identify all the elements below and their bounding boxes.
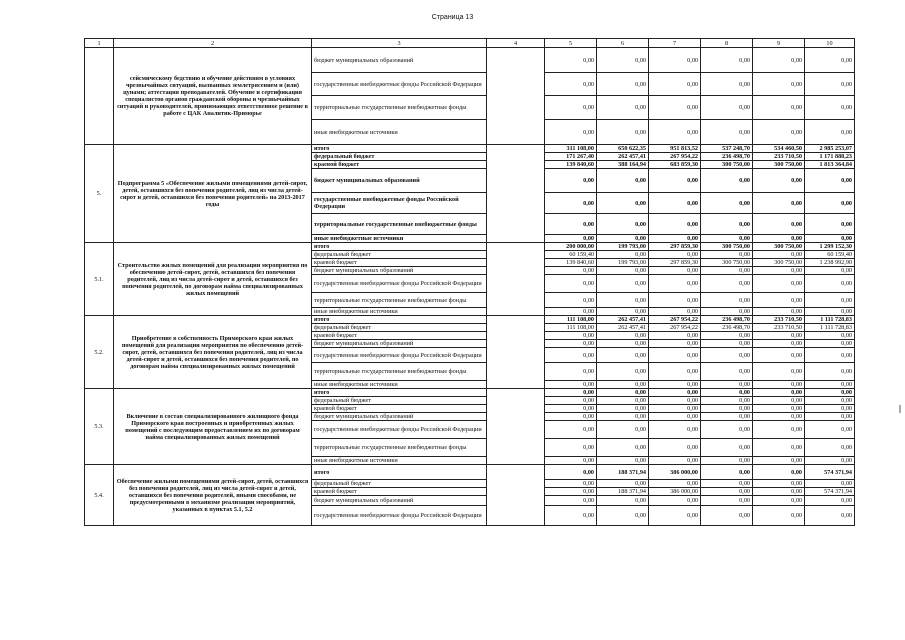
funding-source: иные внебюджетные источники [312, 120, 487, 145]
amount-cell: 0,00 [649, 421, 701, 439]
amount-cell: 0,00 [701, 439, 753, 457]
amount-cell: 0,00 [649, 332, 701, 340]
amount-cell: 0,00 [545, 235, 597, 243]
amount-cell: 297 859,30 [649, 259, 701, 267]
amount-cell: 0,00 [649, 96, 701, 120]
funding-source: итого [312, 145, 487, 153]
amount-cell: 0,00 [701, 405, 753, 413]
amount-cell: 1 299 152,30 [805, 243, 855, 251]
column-header: 3 [312, 39, 487, 48]
budget-table [84, 38, 855, 526]
funding-source: краевой бюджет [312, 405, 487, 413]
amount-cell: 0,00 [545, 293, 597, 308]
funding-source: государственные внебюджетные фонды Российской Федерации [312, 275, 487, 293]
amount-cell: 0,00 [701, 48, 753, 73]
amount-cell: 139 840,60 [545, 259, 597, 267]
amount-cell: 0,00 [545, 457, 597, 465]
amount-cell: 0,00 [545, 488, 597, 496]
amount-cell: 0,00 [597, 193, 649, 214]
funding-source: федеральный бюджет [312, 397, 487, 405]
amount-cell: 0,00 [545, 308, 597, 316]
amount-cell: 0,00 [545, 275, 597, 293]
amount-cell: 0,00 [753, 293, 805, 308]
amount-cell: 0,00 [545, 73, 597, 96]
amount-cell: 0,00 [597, 421, 649, 439]
amount-cell: 188 371,94 [597, 465, 649, 480]
amount-cell: 0,00 [701, 275, 753, 293]
amount-cell: 1 111 728,83 [805, 316, 855, 324]
column-header: 8 [701, 39, 753, 48]
table-row [85, 48, 855, 73]
funding-source: государственные внебюджетные фонды Российской Федерации [312, 348, 487, 363]
amount-cell: 0,00 [805, 381, 855, 389]
funding-source: краевой бюджет [312, 488, 487, 496]
amount-cell: 0,00 [805, 363, 855, 381]
amount-cell: 188 371,94 [597, 488, 649, 496]
amount-cell: 0,00 [701, 496, 753, 506]
amount-cell: 574 371,94 [805, 465, 855, 480]
funding-source: территориальные государственные внебюджетные фонды [312, 363, 487, 381]
amount-cell: 0,00 [597, 381, 649, 389]
amount-cell: 0,00 [753, 381, 805, 389]
column-header: 6 [597, 39, 649, 48]
amount-cell: 0,00 [649, 480, 701, 488]
amount-cell: 311 108,00 [545, 145, 597, 153]
amount-cell: 0,00 [701, 235, 753, 243]
amount-cell: 0,00 [597, 348, 649, 363]
amount-cell: 0,00 [597, 457, 649, 465]
amount-cell: 0,00 [753, 405, 805, 413]
funding-source: краевой бюджет [312, 332, 487, 340]
amount-cell: 0,00 [597, 405, 649, 413]
amount-cell: 0,00 [545, 413, 597, 421]
amount-cell: 233 710,50 [753, 316, 805, 324]
funding-source: итого [312, 389, 487, 397]
column-header: 9 [753, 39, 805, 48]
amount-cell: 0,00 [649, 251, 701, 259]
amount-cell: 0,00 [805, 214, 855, 235]
column-4-cell [487, 465, 545, 526]
amount-cell: 2 985 253,07 [805, 145, 855, 153]
amount-cell: 0,00 [701, 214, 753, 235]
amount-cell: 300 750,00 [753, 161, 805, 169]
column-4-cell [487, 48, 545, 145]
amount-cell: 262 457,41 [597, 324, 649, 332]
item-code: 5.4. [85, 465, 114, 526]
amount-cell: 0,00 [545, 496, 597, 506]
amount-cell: 0,00 [597, 267, 649, 275]
amount-cell: 300 750,00 [701, 259, 753, 267]
amount-cell: 1 813 364,84 [805, 161, 855, 169]
amount-cell: 0,00 [753, 480, 805, 488]
item-name: сейсмическому бедствию и обучение действиям в условиях чрезвычайных ситуаций, вызванных землетрясением и (или) цунами; аттестация преподавателей. Обучение и сертификация специалистов органов гражданской обороны и чрезвычайных ситуаций и руководителей, принимающих ответственное решение в работе с ЦАК Аналитик-Приморье [114, 48, 312, 145]
amount-cell: 139 840,60 [545, 161, 597, 169]
amount-cell: 0,00 [753, 457, 805, 465]
amount-cell: 0,00 [649, 214, 701, 235]
amount-cell: 0,00 [805, 73, 855, 96]
funding-source: федеральный бюджет [312, 324, 487, 332]
amount-cell: 60 159,40 [545, 251, 597, 259]
amount-cell: 0,00 [701, 267, 753, 275]
amount-cell: 0,00 [753, 120, 805, 145]
amount-cell: 0,00 [753, 267, 805, 275]
amount-cell: 951 813,52 [649, 145, 701, 153]
amount-cell: 0,00 [597, 275, 649, 293]
funding-source: территориальные государственные внебюджетные фонды [312, 439, 487, 457]
amount-cell: 0,00 [649, 73, 701, 96]
amount-cell: 0,00 [545, 193, 597, 214]
amount-cell: 0,00 [545, 465, 597, 480]
amount-cell: 0,00 [545, 214, 597, 235]
amount-cell: 0,00 [753, 465, 805, 480]
amount-cell: 0,00 [545, 506, 597, 526]
amount-cell: 0,00 [753, 169, 805, 193]
amount-cell: 0,00 [753, 389, 805, 397]
amount-cell: 111 108,00 [545, 316, 597, 324]
amount-cell: 0,00 [753, 397, 805, 405]
column-4-cell [487, 145, 545, 243]
item-name: Подпрограмма 5 «Обеспечение жилыми помещениями детей-сирот, детей, оставшихся без попечения родителей, лиц из числа детей-сирот и детей, оставшихся без попечения родителей» на 2013-2017 годы [114, 145, 312, 243]
amount-cell: 0,00 [597, 308, 649, 316]
amount-cell: 0,00 [805, 267, 855, 275]
amount-cell: 0,00 [701, 488, 753, 496]
amount-cell: 0,00 [649, 235, 701, 243]
funding-source: итого [312, 465, 487, 480]
amount-cell: 0,00 [649, 340, 701, 348]
amount-cell: 0,00 [545, 480, 597, 488]
amount-cell: 0,00 [701, 96, 753, 120]
amount-cell: 0,00 [701, 465, 753, 480]
column-4-cell [487, 389, 545, 465]
amount-cell: 0,00 [649, 439, 701, 457]
funding-source: бюджет муниципальных образований [312, 48, 487, 73]
amount-cell: 0,00 [805, 480, 855, 488]
amount-cell: 0,00 [701, 73, 753, 96]
amount-cell: 0,00 [701, 413, 753, 421]
amount-cell: 0,00 [597, 169, 649, 193]
amount-cell: 0,00 [753, 214, 805, 235]
amount-cell: 0,00 [753, 73, 805, 96]
amount-cell: 0,00 [545, 120, 597, 145]
funding-source: государственные внебюджетные фонды Российской Федерации [312, 193, 487, 214]
amount-cell: 0,00 [805, 235, 855, 243]
amount-cell: 0,00 [597, 340, 649, 348]
amount-cell: 0,00 [649, 275, 701, 293]
column-header: 1 [85, 39, 114, 48]
amount-cell: 0,00 [597, 235, 649, 243]
amount-cell: 0,00 [701, 348, 753, 363]
amount-cell: 0,00 [805, 496, 855, 506]
amount-cell: 0,00 [701, 340, 753, 348]
amount-cell: 0,00 [753, 251, 805, 259]
column-4-cell [487, 316, 545, 389]
amount-cell: 0,00 [701, 169, 753, 193]
amount-cell: 262 457,41 [597, 153, 649, 161]
amount-cell: 0,00 [753, 193, 805, 214]
amount-cell: 0,00 [753, 235, 805, 243]
amount-cell: 0,00 [805, 193, 855, 214]
amount-cell: 0,00 [701, 308, 753, 316]
amount-cell: 0,00 [597, 363, 649, 381]
column-4-cell [487, 243, 545, 316]
amount-cell: 0,00 [805, 169, 855, 193]
amount-cell: 0,00 [597, 73, 649, 96]
amount-cell: 0,00 [545, 348, 597, 363]
amount-cell: 200 000,00 [545, 243, 597, 251]
amount-cell: 300 750,00 [701, 161, 753, 169]
funding-source: федеральный бюджет [312, 480, 487, 488]
amount-cell: 0,00 [597, 389, 649, 397]
amount-cell: 0,00 [649, 169, 701, 193]
amount-cell: 0,00 [545, 340, 597, 348]
amount-cell: 0,00 [701, 397, 753, 405]
amount-cell: 0,00 [649, 293, 701, 308]
amount-cell: 0,00 [597, 439, 649, 457]
item-name: Приобретение в собственность Приморского края жилых помещений для реализации мероприятия по обеспечению детей-сирот, детей, оставшихся без попечения родителей, лиц из числа детей-сирот и детей, оставшихся без попечения родителей, по договорам найма специализированных жилых помещений [114, 316, 312, 389]
amount-cell: 233 710,50 [753, 153, 805, 161]
amount-cell: 0,00 [701, 120, 753, 145]
amount-cell: 1 171 888,23 [805, 153, 855, 161]
amount-cell: 0,00 [805, 506, 855, 526]
amount-cell: 0,00 [805, 293, 855, 308]
amount-cell: 0,00 [649, 48, 701, 73]
amount-cell: 0,00 [805, 413, 855, 421]
amount-cell: 236 498,70 [701, 316, 753, 324]
funding-source: бюджет муниципальных образований [312, 267, 487, 275]
amount-cell: 0,00 [701, 251, 753, 259]
funding-source: федеральный бюджет [312, 251, 487, 259]
amount-cell: 0,00 [545, 381, 597, 389]
table-row [85, 243, 855, 251]
amount-cell: 267 954,22 [649, 316, 701, 324]
amount-cell: 0,00 [597, 120, 649, 145]
amount-cell: 0,00 [649, 381, 701, 389]
item-code: 5.2. [85, 316, 114, 389]
amount-cell: 0,00 [753, 332, 805, 340]
funding-source: территориальные государственные внебюджетные фонды [312, 293, 487, 308]
funding-source: иные внебюджетные источники [312, 235, 487, 243]
amount-cell: 574 371,94 [805, 488, 855, 496]
amount-cell: 0,00 [597, 480, 649, 488]
funding-source: иные внебюджетные источники [312, 381, 487, 389]
amount-cell: 60 159,40 [805, 251, 855, 259]
amount-cell: 386 000,00 [649, 465, 701, 480]
funding-source: итого [312, 316, 487, 324]
amount-cell: 0,00 [753, 275, 805, 293]
amount-cell: 0,00 [597, 413, 649, 421]
amount-cell: 0,00 [649, 457, 701, 465]
funding-source: бюджет муниципальных образований [312, 169, 487, 193]
column-header: 4 [487, 39, 545, 48]
amount-cell: 0,00 [649, 496, 701, 506]
amount-cell: 199 793,00 [597, 243, 649, 251]
item-code: 5. [85, 145, 114, 243]
amount-cell: 0,00 [545, 169, 597, 193]
amount-cell: 0,00 [753, 363, 805, 381]
table-row [85, 465, 855, 480]
amount-cell: 236 498,70 [701, 324, 753, 332]
amount-cell: 0,00 [649, 389, 701, 397]
amount-cell: 650 622,35 [597, 145, 649, 153]
amount-cell: 0,00 [649, 397, 701, 405]
amount-cell: 0,00 [597, 332, 649, 340]
funding-source: бюджет муниципальных образований [312, 340, 487, 348]
amount-cell: 1 111 728,83 [805, 324, 855, 332]
amount-cell: 0,00 [701, 332, 753, 340]
amount-cell: 0,00 [805, 389, 855, 397]
amount-cell: 199 793,00 [597, 259, 649, 267]
column-number-row [85, 39, 855, 48]
amount-cell: 0,00 [805, 120, 855, 145]
column-header: 10 [805, 39, 855, 48]
funding-source: бюджет муниципальных образований [312, 496, 487, 506]
amount-cell: 0,00 [597, 214, 649, 235]
amount-cell: 0,00 [649, 506, 701, 526]
amount-cell: 0,00 [545, 332, 597, 340]
scan-mark [899, 405, 901, 413]
amount-cell: 534 460,50 [753, 145, 805, 153]
amount-cell: 0,00 [597, 496, 649, 506]
amount-cell: 0,00 [805, 275, 855, 293]
amount-cell: 0,00 [753, 48, 805, 73]
item-name: Обеспечение жилыми помещениями детей-сирот, детей, оставшихся без попечения родителей, лиц из числа детей-сирот и детей, оставшихся без попечения родителей, иными способами, не предусмотренными в механизме реализации мероприятий, указанных в пунктах 5.1, 5.2 [114, 465, 312, 526]
amount-cell: 0,00 [649, 308, 701, 316]
amount-cell: 0,00 [753, 506, 805, 526]
item-code: 5.3. [85, 389, 114, 465]
amount-cell: 0,00 [701, 381, 753, 389]
amount-cell: 0,00 [805, 308, 855, 316]
amount-cell: 0,00 [805, 439, 855, 457]
amount-cell: 0,00 [805, 332, 855, 340]
amount-cell: 0,00 [649, 363, 701, 381]
amount-cell: 0,00 [545, 405, 597, 413]
amount-cell: 0,00 [649, 348, 701, 363]
amount-cell: 111 108,00 [545, 324, 597, 332]
funding-source: государственные внебюджетные фонды Российской Федерации [312, 73, 487, 96]
amount-cell: 1 238 992,90 [805, 259, 855, 267]
amount-cell: 388 164,94 [597, 161, 649, 169]
table-row [85, 316, 855, 324]
amount-cell: 267 954,22 [649, 324, 701, 332]
amount-cell: 683 859,30 [649, 161, 701, 169]
column-header: 2 [114, 39, 312, 48]
amount-cell: 0,00 [753, 496, 805, 506]
amount-cell: 0,00 [753, 413, 805, 421]
amount-cell: 0,00 [545, 421, 597, 439]
amount-cell: 0,00 [805, 96, 855, 120]
table-row [85, 389, 855, 397]
amount-cell: 262 457,41 [597, 316, 649, 324]
amount-cell: 0,00 [701, 389, 753, 397]
amount-cell: 537 248,70 [701, 145, 753, 153]
amount-cell: 0,00 [701, 193, 753, 214]
funding-source: территориальные государственные внебюджетные фонды [312, 214, 487, 235]
funding-source: государственные внебюджетные фонды Российской Федерации [312, 506, 487, 526]
amount-cell: 0,00 [701, 457, 753, 465]
item-code: 5.1. [85, 243, 114, 316]
item-name: Строительство жилых помещений для реализации мероприятия по обеспечению детей-сирот, детей, оставшихся без попечения родителей, лиц из числа детей-сирот и детей, оставшихся без попечения родителей, по договорам найма специализированных жилых помещений [114, 243, 312, 316]
funding-source: иные внебюджетные источники [312, 457, 487, 465]
amount-cell: 0,00 [545, 96, 597, 120]
amount-cell: 0,00 [649, 413, 701, 421]
funding-source: бюджет муниципальных образований [312, 413, 487, 421]
amount-cell: 300 750,00 [753, 259, 805, 267]
amount-cell: 0,00 [649, 120, 701, 145]
amount-cell: 0,00 [805, 348, 855, 363]
amount-cell: 0,00 [805, 340, 855, 348]
amount-cell: 0,00 [545, 48, 597, 73]
amount-cell: 0,00 [649, 267, 701, 275]
amount-cell: 0,00 [545, 397, 597, 405]
amount-cell: 0,00 [597, 397, 649, 405]
amount-cell: 0,00 [753, 340, 805, 348]
amount-cell: 300 750,00 [701, 243, 753, 251]
amount-cell: 0,00 [753, 488, 805, 496]
page-header: Страница 13 [431, 14, 474, 21]
amount-cell: 0,00 [597, 251, 649, 259]
amount-cell: 297 859,30 [649, 243, 701, 251]
amount-cell: 0,00 [753, 96, 805, 120]
amount-cell: 0,00 [597, 48, 649, 73]
amount-cell: 0,00 [649, 193, 701, 214]
funding-source: федеральный бюджет [312, 153, 487, 161]
amount-cell: 0,00 [753, 308, 805, 316]
amount-cell: 267 954,22 [649, 153, 701, 161]
amount-cell: 0,00 [805, 457, 855, 465]
funding-source: территориальные государственные внебюджетные фонды [312, 96, 487, 120]
amount-cell: 0,00 [545, 389, 597, 397]
column-header: 5 [545, 39, 597, 48]
amount-cell: 171 267,40 [545, 153, 597, 161]
amount-cell: 236 498,70 [701, 153, 753, 161]
funding-source: государственные внебюджетные фонды Российской Федерации [312, 421, 487, 439]
amount-cell: 0,00 [701, 506, 753, 526]
amount-cell: 0,00 [701, 480, 753, 488]
funding-source: итого [312, 243, 487, 251]
amount-cell: 0,00 [753, 348, 805, 363]
amount-cell: 0,00 [753, 439, 805, 457]
amount-cell: 0,00 [805, 405, 855, 413]
amount-cell: 233 710,50 [753, 324, 805, 332]
amount-cell: 0,00 [805, 421, 855, 439]
amount-cell: 386 000,00 [649, 488, 701, 496]
table-body [85, 48, 855, 526]
funding-source: краевой бюджет [312, 259, 487, 267]
amount-cell: 0,00 [545, 363, 597, 381]
amount-cell: 0,00 [597, 293, 649, 308]
amount-cell: 0,00 [545, 267, 597, 275]
column-header: 7 [649, 39, 701, 48]
item-code [85, 48, 114, 145]
amount-cell: 0,00 [805, 397, 855, 405]
funding-source: иные внебюджетные источники [312, 308, 487, 316]
amount-cell: 0,00 [753, 421, 805, 439]
amount-cell: 0,00 [597, 96, 649, 120]
amount-cell: 0,00 [597, 506, 649, 526]
amount-cell: 0,00 [701, 293, 753, 308]
table-row [85, 145, 855, 153]
amount-cell: 0,00 [701, 363, 753, 381]
amount-cell: 0,00 [701, 421, 753, 439]
funding-source: краевой бюджет [312, 161, 487, 169]
amount-cell: 300 750,00 [753, 243, 805, 251]
amount-cell: 0,00 [805, 48, 855, 73]
amount-cell: 0,00 [649, 405, 701, 413]
amount-cell: 0,00 [545, 439, 597, 457]
item-name: Включение в состав специализированного жилищного фонда Приморского края построенных и приобретенных жилых помещений с последующим предоставлением их по договорам найма специализированных жилых помещений [114, 389, 312, 465]
